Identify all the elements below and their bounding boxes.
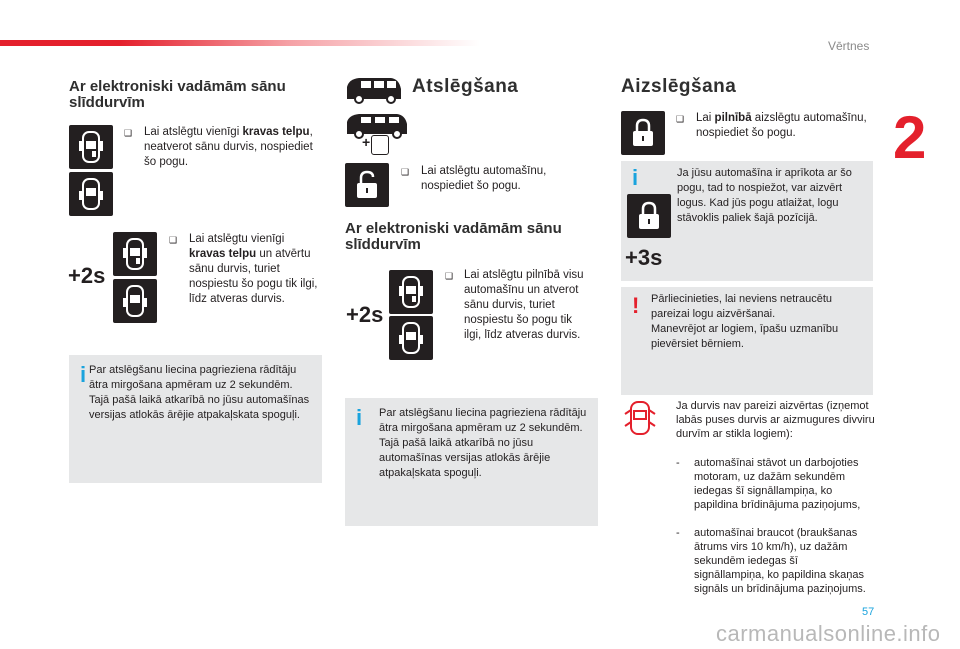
chapter-number: 2 — [893, 104, 927, 171]
col2-info-text: Par atslēgšanu liecina pagrieziena rādītāju ātra mirgošana apmēram uz 2 sekundēm. Tajā pašā laikā atkarībā no jūsu automašīnas versijas atlokās ārējie atpakaļskata spoguļi. — [379, 407, 587, 479]
lock-icon — [621, 111, 665, 155]
hold-2s-label: +2s — [346, 302, 384, 327]
unlock-icon — [345, 163, 389, 207]
plus-sign: + — [362, 134, 371, 150]
col1-item1: Lai atslēgtu vienīgi kravas telpu, neatverot sānu durvis, nospiediet šo pogu. — [144, 126, 313, 168]
col3-door-intro: Ja durvis nav pareizi aizvērtas (izņemot labās puses durvis ar aizmugures divviru durvīm ar stikla logiem): — [676, 400, 875, 440]
bullet-marker: ❑ — [445, 271, 454, 281]
bullet-marker: ❑ — [676, 114, 685, 124]
bullet-marker: ❑ — [124, 128, 133, 138]
info-icon: i — [80, 362, 87, 387]
page-number: 57 — [862, 606, 875, 618]
col2-title: Atslēgšana — [412, 76, 519, 97]
cargo-unlock-button-icon — [69, 125, 113, 169]
col3-door-bullet1: automašīnai stāvot un darbojoties motoram, uz dažām sekundēm iedegas šī signāllampiņa, ko papildina brīdinājuma paziņojums, — [694, 457, 861, 511]
col1-item2: Lai atslēgtu vienīgi kravas telpu un atvērtu sānu durvis, turiet nospiestu šo pogu tik ilgi, līdz atveras durvis. — [189, 233, 318, 305]
watermark: carmanualsonline.info — [716, 621, 941, 646]
col3-warning-box — [621, 287, 873, 395]
door-open-warning-icon — [623, 398, 657, 443]
cargo-unlock-button-icon — [113, 232, 157, 276]
col2-item2: Lai atslēgtu pilnībā visu automašīnu un atverot sānu durvis, turiet nospiestu šo pogu tik ilgi, līdz atveras durvis. — [464, 269, 584, 341]
side-door-button-icon — [69, 172, 113, 216]
side-door-button-icon — [389, 270, 433, 314]
col3-title: Aizslēgšana — [621, 76, 737, 97]
bullet-marker: ❑ — [169, 235, 178, 245]
lock-icon — [627, 194, 671, 238]
hold-2s-label: +2s — [68, 263, 106, 288]
warning-icon: ! — [632, 293, 640, 318]
col3-warning-text: Pārliecinieties, lai neviens netraucētu pareizai logu aizvēršanai. Manevrējot ar logiem, īpašu uzmanību pievērsiet bērniem. — [651, 293, 839, 350]
dash-marker: - — [676, 457, 680, 469]
col1-title: Ar elektroniski vadāmām sānu slīddurvīm — [69, 78, 286, 111]
col2-subtitle: Ar elektroniski vadāmām sānu slīddurvīm — [345, 220, 562, 253]
person-icon — [371, 135, 389, 155]
col3-info-box — [621, 161, 873, 281]
col3-door-bullet2: automašīnai braucot (braukšanas ātrums virs 10 km/h), uz dažām sekundēm iedegas šī signāllampiņa, ko papildina skaņas signāls un brīdinājuma paziņojums. — [694, 527, 866, 595]
col3-item1: Lai pilnībā aizslēgtu automašīnu, nospiediet šo pogu. — [696, 112, 867, 139]
info-icon: i — [632, 165, 639, 190]
hold-3s-label: +3s — [625, 245, 663, 270]
bullet-marker: ❑ — [401, 167, 410, 177]
info-icon: i — [356, 405, 363, 430]
dash-marker: - — [676, 527, 680, 539]
top-accent-bar — [0, 40, 480, 46]
side-door-button-icon — [389, 316, 433, 360]
van-icon — [345, 75, 403, 110]
side-door-button-icon — [113, 279, 157, 323]
section-header: Vērtnes — [828, 39, 870, 53]
col3-info-text: Ja jūsu automašīna ir aprīkota ar šo pogu, tad to nospiežot, var aizvērt logus. Kad jūs pogu atlaižat, logu stāvoklis paliek šajā pozīcijā. — [677, 167, 852, 224]
col2-item1: Lai atslēgtu automašīnu, nospiediet šo pogu. — [421, 165, 547, 192]
col1-info-text: Par atslēgšanu liecina pagrieziena rādītāju ātra mirgošana apmēram uz 2 sekundēm. Tajā pašā laikā atkarībā no jūsu automašīnas versijas atlokās ārējie atpakaļskata spoguļi. — [89, 364, 310, 421]
col1-info-box — [69, 355, 322, 483]
col2-info-box — [345, 398, 598, 526]
